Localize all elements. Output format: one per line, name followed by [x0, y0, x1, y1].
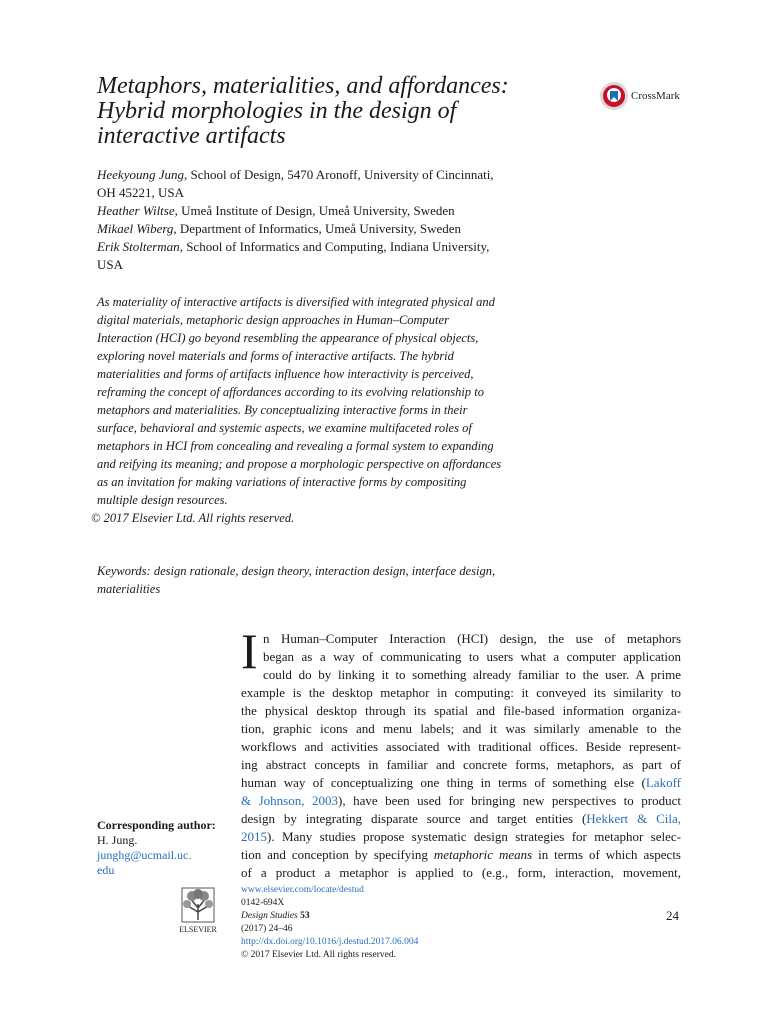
body-line: n Human–Computer Interaction (HCI) design, the use of metaphors: [263, 631, 681, 646]
title-line: interactive artifacts: [97, 123, 286, 149]
citation-link[interactable]: Lakoff: [645, 775, 681, 790]
corresponding-author-heading: Corresponding author:: [97, 818, 216, 832]
corresponding-author: [97, 818, 227, 878]
author-line: [97, 220, 547, 238]
email-link[interactable]: junghg@ucmail.uc.: [97, 848, 192, 862]
body-text-run: ). Many studies propose systematic design strategies for metaphor selec-: [267, 829, 681, 844]
abstract-copyright: © 2017 Elsevier Ltd. All rights reserved.: [91, 511, 295, 525]
article-title: [97, 74, 577, 149]
corresponding-author-name: H. Jung.: [97, 833, 138, 847]
author-name: Heather Wiltse: [97, 203, 175, 218]
author-affiliation: , Umeå Institute of Design, Umeå University, Sweden: [174, 203, 455, 218]
keywords: [97, 562, 545, 598]
body-text-run: tion and conception by specifying: [241, 847, 434, 862]
abstract: [91, 293, 545, 527]
email-link-cont[interactable]: edu: [97, 863, 115, 877]
author-affiliation: , School of Design, 5470 Aronoff, University of Cincinnati,: [184, 167, 494, 182]
author-name: Erik Stolterman: [97, 239, 180, 254]
body-text-run: in terms of which aspects: [532, 847, 681, 862]
crossmark-label: CrossMark: [631, 90, 680, 102]
footer: [241, 884, 541, 962]
drop-cap: I: [241, 623, 258, 679]
author-line: [97, 238, 547, 256]
journal-citation: [241, 897, 541, 936]
body-line: [241, 846, 681, 864]
pages: (2017) 24–46: [241, 924, 293, 934]
body-line: tion, graphic icons and menu labels; and it was similarly amenable to the: [241, 721, 681, 736]
title-line: Metaphors, materialities, and affordances:: [97, 73, 509, 99]
body-paragraph: [241, 623, 681, 882]
author-name: Heekyoung Jung: [97, 167, 184, 182]
author-affiliation: , Department of Informatics, Umeå University, Sweden: [173, 221, 462, 236]
abstract-line: digital materials, metaphoric design approaches in Human–Computer: [97, 313, 449, 327]
body-line: [241, 792, 681, 810]
author-name: Mikael Wiberg: [97, 221, 174, 236]
footer-copyright: © 2017 Elsevier Ltd. All rights reserved.: [241, 950, 396, 960]
body-line: began as a way of communicating to users what a computer application: [263, 649, 681, 664]
body-text-run: ), have been used for bringing new perspectives to product: [338, 793, 681, 808]
keywords-line: Keywords: design rationale, design theory, interaction design, interface design,: [97, 564, 496, 578]
svg-text:ELSEVIER: ELSEVIER: [179, 925, 217, 934]
author-affiliation-cont: USA: [97, 257, 124, 272]
journal-name: Design Studies: [241, 911, 298, 921]
abstract-line: exploring novel materials and forms of interactive artifacts. The hybrid: [97, 349, 454, 363]
elsevier-tree-icon: [170, 886, 226, 936]
body-line: [241, 810, 681, 828]
abstract-line: and reifying its meaning; and propose a morphologic perspective on affordances: [97, 457, 502, 471]
body-line: of a product a metaphor is applied to (e.g., form, interaction, movement,: [241, 865, 681, 880]
emphasis: metaphoric means: [433, 847, 533, 862]
citation-link[interactable]: Hekkert & Cila,: [586, 811, 681, 826]
body-line: the physical desktop through its spatial and file-based information organiza-: [241, 703, 681, 718]
citation-link[interactable]: 2015: [241, 829, 267, 844]
body-line: workflows and activities associated with traditional offices. Beside represent-: [241, 739, 681, 754]
author-affiliations: [97, 166, 547, 274]
author-affiliation-cont: OH 45221, USA: [97, 185, 185, 200]
body-text-run: design by integrating disparate source and target entities (: [241, 811, 587, 826]
author-line: [97, 202, 547, 220]
elsevier-logo: [170, 886, 226, 936]
body-line: [241, 774, 681, 792]
doi-link[interactable]: http://dx.doi.org/10.1016/j.destud.2017.06.004: [241, 937, 419, 947]
abstract-line: metaphors and materialities. By conceptualizing interactive forms in their: [97, 403, 468, 417]
author-affiliation: , School of Informatics and Computing, Indiana University,: [179, 239, 490, 254]
author-line: [97, 166, 547, 184]
citation-link[interactable]: & Johnson, 2003: [241, 793, 338, 808]
body-line: example is the desktop metaphor in computing: it conveyed its similarity to: [241, 685, 681, 700]
abstract-line: materialities and forms of artifacts influence how interactivity is perceived,: [97, 367, 474, 381]
abstract-line: multiple design resources.: [97, 493, 228, 507]
crossmark-badge[interactable]: [599, 81, 680, 111]
body-text-run: human way of conceptualizing one thing in terms of something else (: [241, 775, 646, 790]
keywords-line: materialities: [97, 582, 161, 596]
body-line: ing abstract concepts in familiar and concrete forms, metaphors, as part of: [241, 757, 681, 772]
issn: 0142-694X: [241, 898, 285, 908]
abstract-line: Interaction (HCI) go beyond resembling the appearance of physical objects,: [97, 331, 479, 345]
abstract-line: surface, behavioral and systemic aspects, we examine multifaceted roles of: [97, 421, 472, 435]
abstract-line: As materiality of interactive artifacts is diversified with integrated physical and: [97, 295, 495, 309]
crossmark-icon: [599, 81, 629, 111]
body-line: [241, 828, 681, 846]
page-number: 24: [666, 908, 679, 923]
abstract-line: as an invitation for making variations of interactive forms by compositing: [97, 475, 467, 489]
body-line: could do by linking it to something already familiar to the user. A prime: [263, 667, 681, 682]
volume: 53: [297, 911, 310, 921]
title-line: Hybrid morphologies in the design of: [97, 98, 457, 124]
abstract-line: metaphors in HCI from concealing and revealing a formal system to expanding: [97, 439, 494, 453]
journal-url-link[interactable]: www.elsevier.com/locate/destud: [241, 885, 364, 895]
abstract-line: reframing the concept of affordances according to its evolving relationship to: [97, 385, 484, 399]
